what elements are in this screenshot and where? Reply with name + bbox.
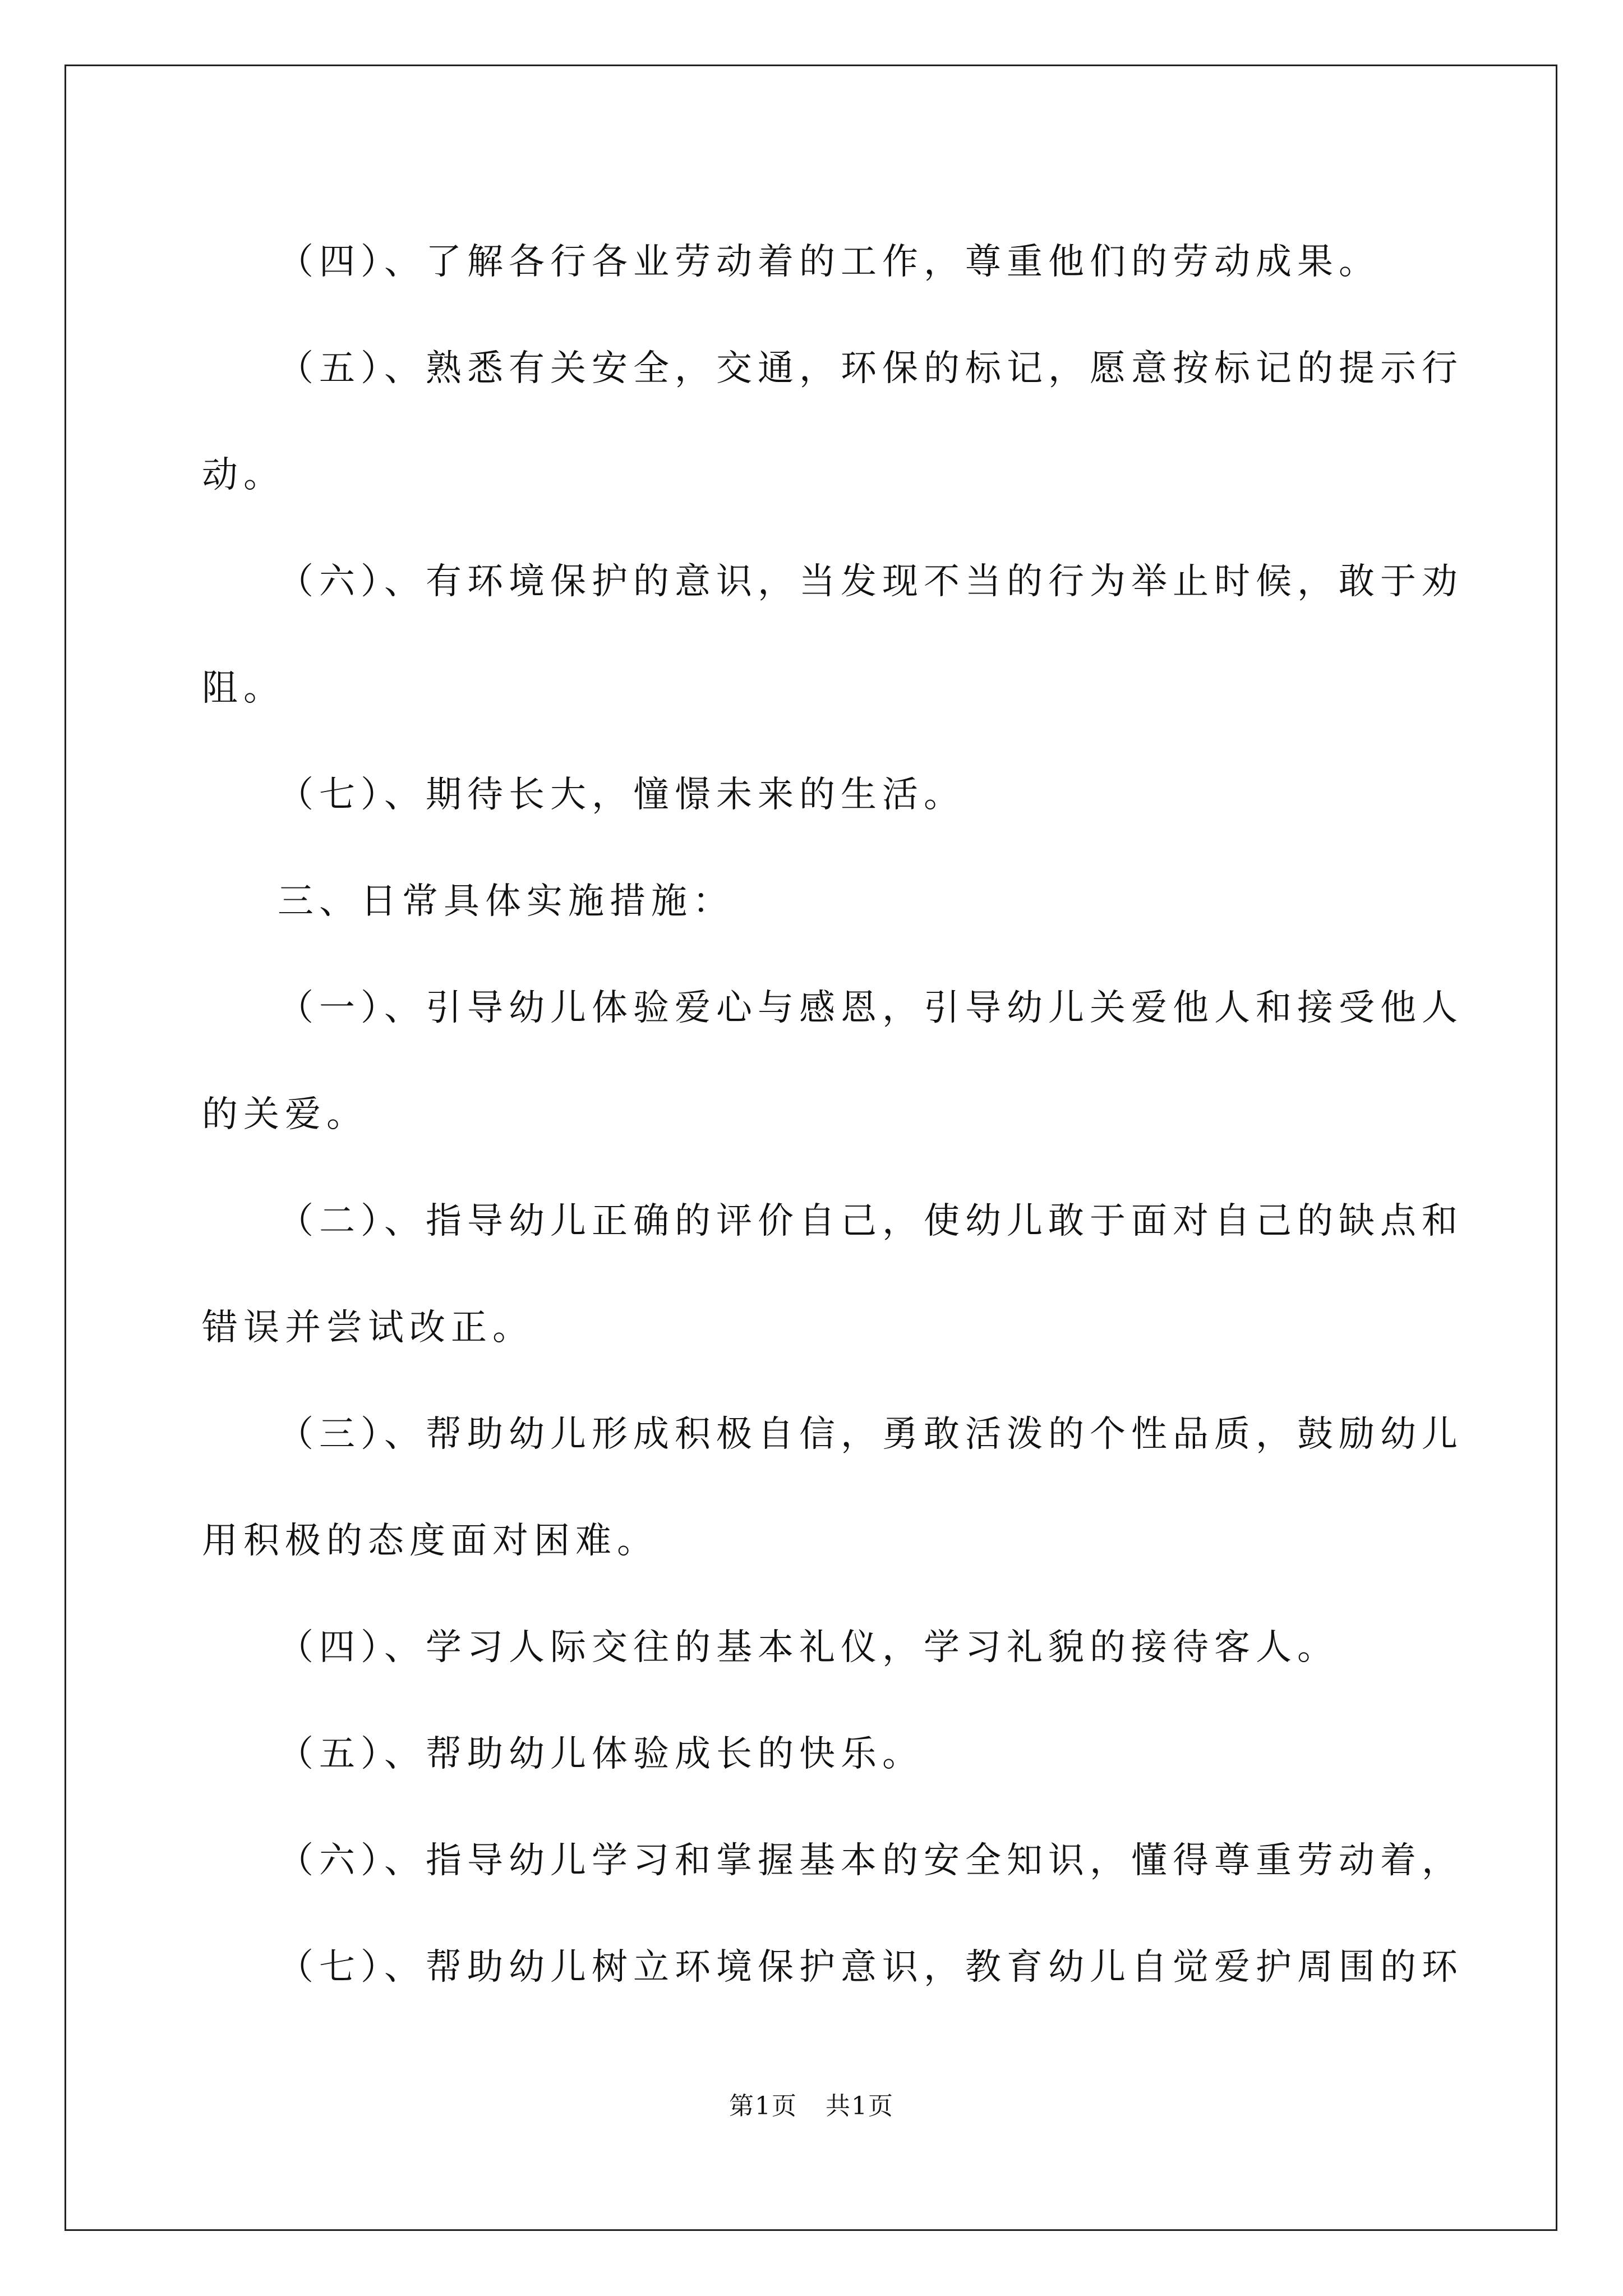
paragraph bbox=[202, 1914, 1463, 2021]
section-heading bbox=[202, 848, 1424, 955]
text-line: 阻。 bbox=[202, 668, 285, 709]
paragraph bbox=[202, 955, 1463, 1168]
text-line: （四）、学习人际交往的基本礼仪，学习礼貌的接待客人。 bbox=[278, 1627, 1339, 1668]
paragraph bbox=[202, 315, 1463, 528]
text-line: （三）、帮助幼儿形成积极自信，勇敢活泼的个性品质，鼓励幼儿 bbox=[278, 1414, 1463, 1455]
text-line: 动。 bbox=[202, 454, 285, 496]
text-line: （四）、了解各行各业劳动着的工作，尊重他们的劳动成果。 bbox=[278, 241, 1380, 283]
paragraph bbox=[202, 209, 1424, 315]
paragraph bbox=[202, 742, 1424, 848]
page-number: 第1页 bbox=[729, 2092, 797, 2120]
text-line: 用积极的态度面对困难。 bbox=[202, 1520, 658, 1562]
paragraph bbox=[202, 1594, 1424, 1701]
text-line: （七）、帮助幼儿树立环境保护意识，教育幼儿自觉爱护周围的环 bbox=[278, 1947, 1463, 1988]
text-line: 的关爱。 bbox=[202, 1094, 368, 1135]
paragraph bbox=[202, 528, 1463, 742]
document-body bbox=[202, 209, 1463, 2021]
page-footer bbox=[0, 2086, 1623, 2122]
text-line: （一）、引导幼儿体验爱心与感恩，引导幼儿关爱他人和接受他人 bbox=[278, 987, 1463, 1029]
paragraph bbox=[202, 1168, 1463, 1381]
text-line: （六）、指导幼儿学习和掌握基本的安全知识，懂得尊重劳动着， bbox=[278, 1840, 1463, 1881]
text-line: （五）、熟悉有关安全，交通，环保的标记，愿意按标记的提示行 bbox=[278, 348, 1463, 389]
text-line: 三、日常具体实施措施： bbox=[278, 881, 734, 922]
paragraph bbox=[202, 1381, 1463, 1594]
paragraph bbox=[202, 1701, 1424, 1807]
text-line: （五）、帮助幼儿体验成长的快乐。 bbox=[278, 1733, 924, 1775]
page-total: 共1页 bbox=[826, 2092, 894, 2120]
text-line: 错误并尝试改正。 bbox=[202, 1307, 534, 1349]
text-line: （七）、期待长大，憧憬未来的生活。 bbox=[278, 774, 965, 816]
text-line: （二）、指导幼儿正确的评价自己，使幼儿敢于面对自己的缺点和 bbox=[278, 1200, 1463, 1242]
paragraph bbox=[202, 1807, 1463, 1914]
text-line: （六）、有环境保护的意识，当发现不当的行为举止时候，敢于劝 bbox=[278, 561, 1463, 602]
